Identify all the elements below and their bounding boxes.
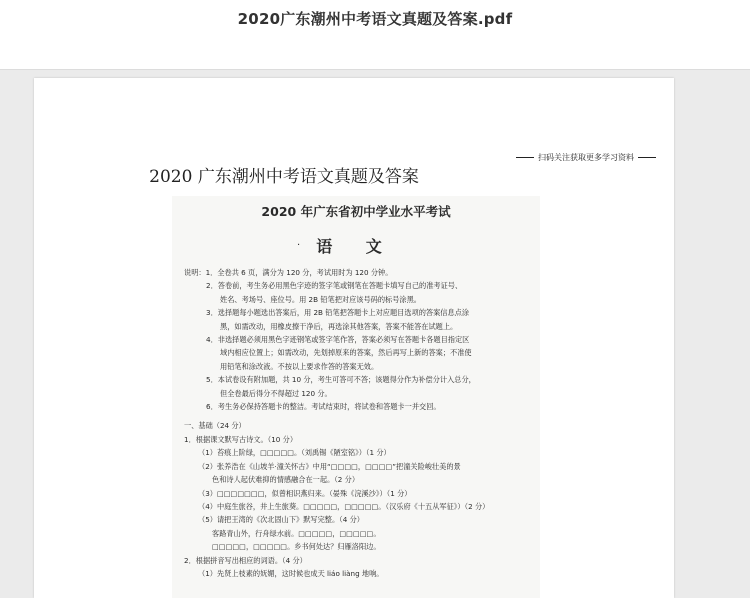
scan-line: 色和诗人起伏难抑的情感融合在一起。（2 分）: [212, 475, 360, 485]
scan-line: 4．非选择题必须用黑色字迹钢笔或签字笔作答，答案必须写在答题卡各题目指定区: [206, 335, 470, 345]
viewer-header: [0, 0, 750, 70]
scan-line: 姓名、考场号、座位号。用 2B 铅笔把对应该号码的标号涂黑。: [220, 294, 421, 304]
document-title: 2020 广东潮州中考语文真题及答案: [149, 167, 419, 187]
document-page: [34, 78, 674, 598]
scan-line: 2．根据拼音写出相应的词语。（4 分）: [184, 555, 307, 565]
scan-line: 1．根据课文默写古诗文。（10 分）: [184, 434, 298, 444]
scan-line: 但全卷最后得分不得超过 120 分。: [220, 388, 332, 398]
exam-heading: 2020 年广东省初中学业水平考试: [261, 204, 451, 219]
watermark-rule-left: [516, 157, 534, 158]
scan-speck: ·: [297, 240, 301, 251]
scan-line: 用铅笔和涂改液。不按以上要求作答的答案无效。: [220, 361, 379, 371]
scan-line: 3．选择题每小题选出答案后，用 2B 铅笔把答题卡上对应题目选项的答案信息点涂: [206, 308, 470, 318]
scan-line: 域内相应位置上；如需改动，先划掉原来的答案，然后再写上新的答案；不准使: [220, 348, 472, 358]
scan-line: □□□□□，□□□□□。乡书何处达？归雁洛阳边。: [212, 542, 381, 552]
scan-line: （2）张养浩在《山坡羊·潼关怀古》中用“□□□□，□□□□”把潼关险峻壮美的景: [198, 461, 461, 471]
scan-line: （1）苔痕上阶绿，□□□□□。（刘禹锡《陋室铭》）（1 分）: [198, 448, 391, 458]
watermark-text: 扫码关注获取更多学习资料: [538, 153, 634, 162]
section-heading: 一、基础（24 分）: [184, 421, 246, 431]
scanned-exam-image: [172, 196, 540, 598]
scan-line: 5．本试卷设有附加题，共 10 分，考生可答可不答；该题得分作为补偿分计入总分，: [206, 375, 476, 385]
exam-subject: 语 文: [316, 237, 396, 256]
scan-line: （3）□□□□□□□，似曾相识燕归来。（晏殊《浣溪沙》）（1 分）: [198, 488, 412, 498]
watermark-rule-right: [638, 157, 656, 158]
watermark: [516, 152, 656, 163]
exam-instructions: [184, 266, 536, 580]
scan-line: 说明：1．全卷共 6 页，满分为 120 分，考试用时为 120 分钟。: [184, 268, 393, 277]
file-title: 2020广东潮州中考语文真题及答案.pdf: [237, 10, 513, 28]
scan-line: （4）中庭生旅谷，井上生旅葵。□□□□□，□□□□□。（汉乐府《十五从军征》）（2 分）: [198, 501, 490, 511]
scan-line: （5）请把王湾的《次北固山下》默写完整。（4 分）: [198, 515, 364, 525]
scan-line: （1）先贤上枝素的妩媚，这时候也成天 liáo liàng 地响。: [198, 568, 384, 578]
scan-line: 客路青山外，行舟绿水前。□□□□□，□□□□□。: [212, 528, 381, 538]
scan-line: 6．考生务必保持答题卡的整洁。考试结束时，将试卷和答题卡一并交回。: [206, 402, 441, 412]
scan-line: 黑，如需改动，用橡皮擦干净后，再选涂其他答案，答案不能答在试题上。: [220, 321, 458, 331]
scan-line: 2．答卷前，考生务必用黑色字迹的签字笔或钢笔在答题卡填写自己的准考证号、: [206, 281, 463, 291]
